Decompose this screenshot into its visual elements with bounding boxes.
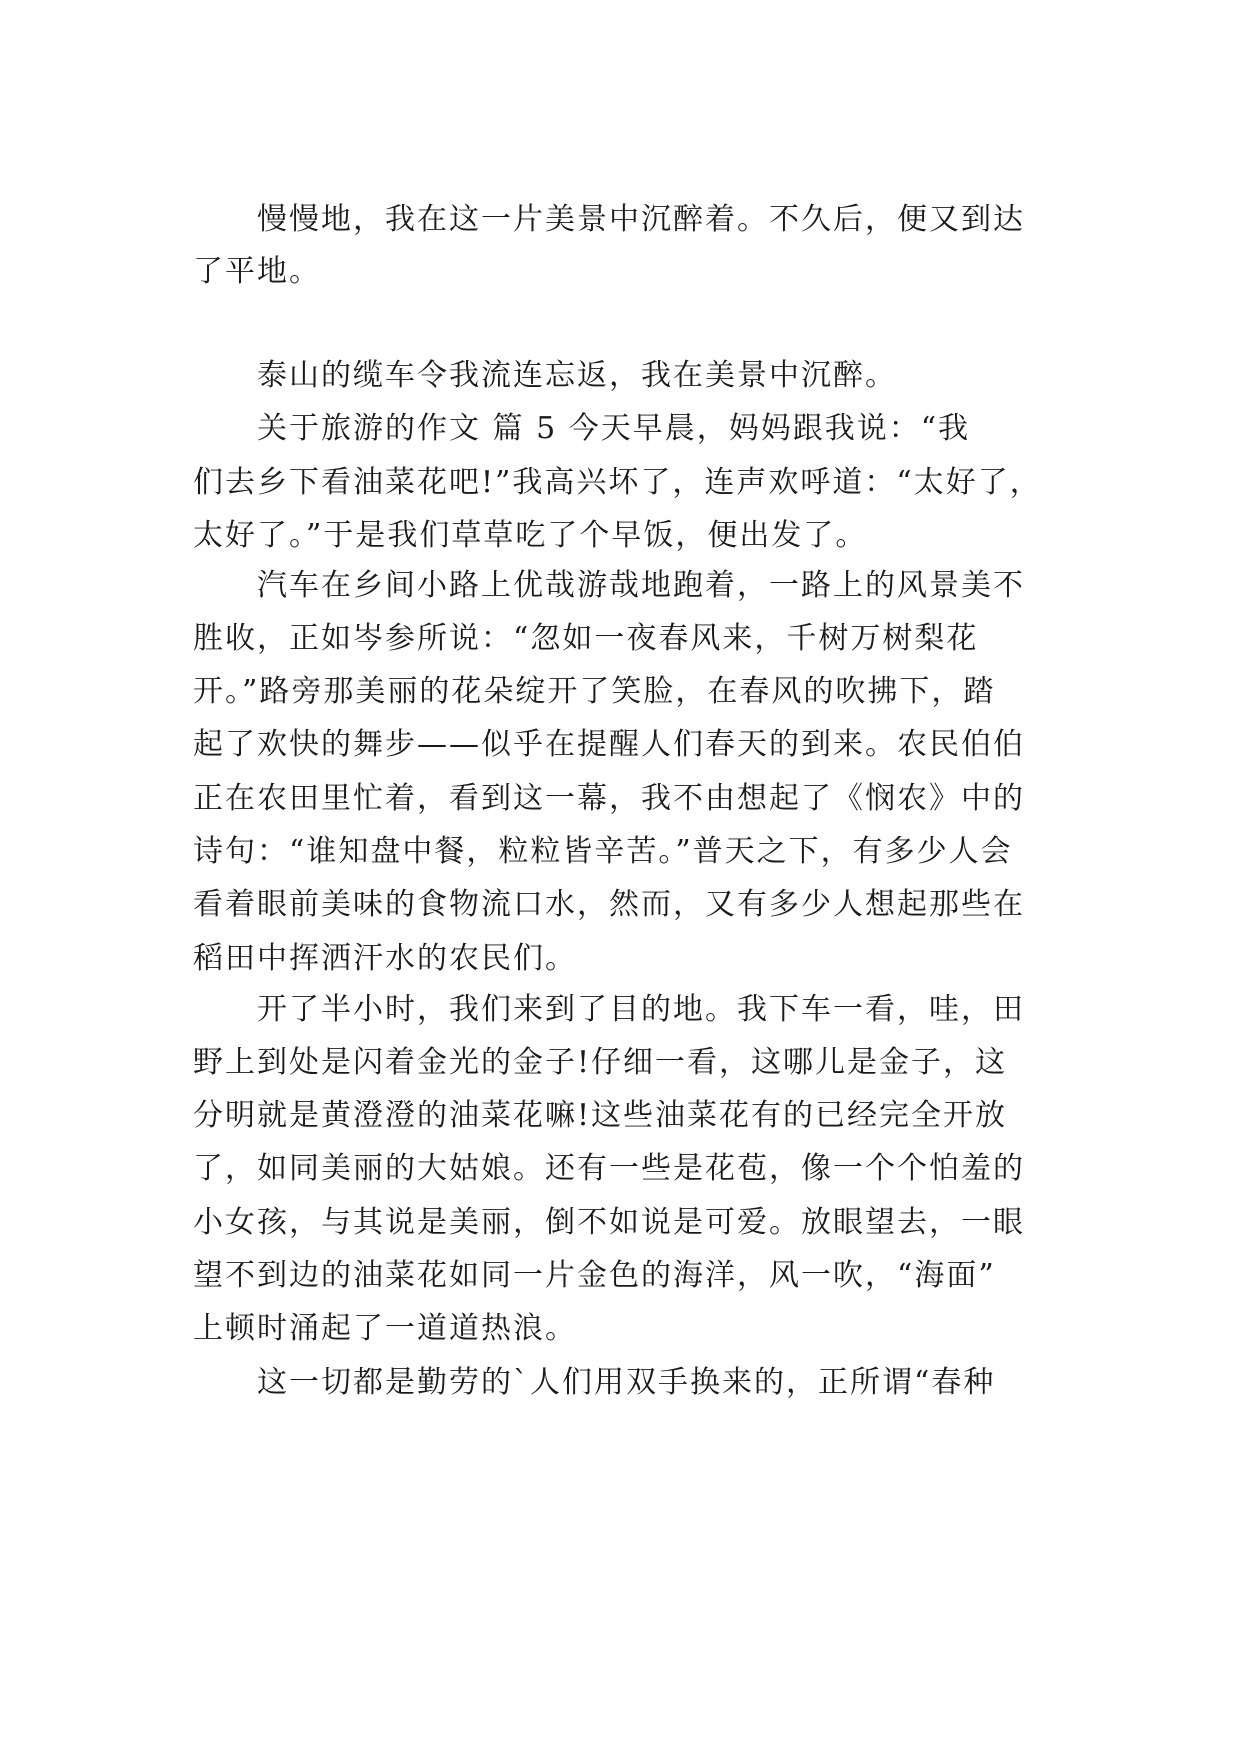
text-line: 开。”路旁那美丽的花朵绽开了笑脸，在春风的吹拂下，踏: [193, 674, 996, 709]
text-line: 起了欢快的舞步——似乎在提醒人们春天的到来。农民伯伯: [193, 727, 1025, 762]
text-line: 望不到边的油菜花如同一片金色的海洋，风一吹，“海面”: [193, 1258, 996, 1293]
text-line: 胜收，正如岑参所说：“忽如一夜春风来，千树万树梨花: [193, 621, 979, 656]
text-line: 关于旅游的作文 篇 5 今天早晨，妈妈跟我说：“我: [257, 411, 971, 446]
text-line: 慢慢地，我在这一片美景中沉醉着。不久后，便又到达: [257, 202, 1025, 237]
text-line: 小女孩，与其说是美丽，倒不如说是可爱。放眼望去，一眼: [193, 1205, 1025, 1240]
text-line: 们去乡下看油菜花吧!”我高兴坏了，连声欢呼道：“太好了，: [193, 465, 1042, 500]
text-line: 稻田中挥洒汗水的农民们。: [193, 941, 577, 976]
text-line: 这一切都是勤劳的`人们用双手换来的，正所谓“春种: [257, 1365, 996, 1400]
text-line: 野上到处是闪着金光的金子!仔细一看，这哪儿是金子，这: [193, 1045, 1008, 1080]
text-line: 汽车在乡间小路上优哉游哉地跑着，一路上的风景美不: [257, 568, 1025, 603]
text-line: 了，如同美丽的大姑娘。还有一些是花苞，像一个个怕羞的: [193, 1151, 1025, 1186]
text-line: 诗句：“谁知盘中餐，粒粒皆辛苦。”普天之下，有多少人会: [193, 834, 1013, 869]
text-line: 正在农田里忙着，看到这一幕，我不由想起了《悯农》中的: [193, 781, 1025, 816]
text-line: 分明就是黄澄澄的油菜花嘛!这些油菜花有的已经完全开放: [193, 1098, 1008, 1133]
text-line: 开了半小时，我们来到了目的地。我下车一看，哇，田: [257, 992, 1025, 1027]
text-line: 看着眼前美味的食物流口水，然而，又有多少人想起那些在: [193, 887, 1025, 922]
text-line: 上顿时涌起了一道道热浪。: [193, 1311, 577, 1346]
text-line: 了平地。: [193, 254, 321, 289]
text-line: 泰山的缆车令我流连忘返，我在美景中沉醉。: [257, 358, 897, 393]
text-line: 太好了。”于是我们草草吃了个早饭，便出发了。: [193, 518, 868, 553]
